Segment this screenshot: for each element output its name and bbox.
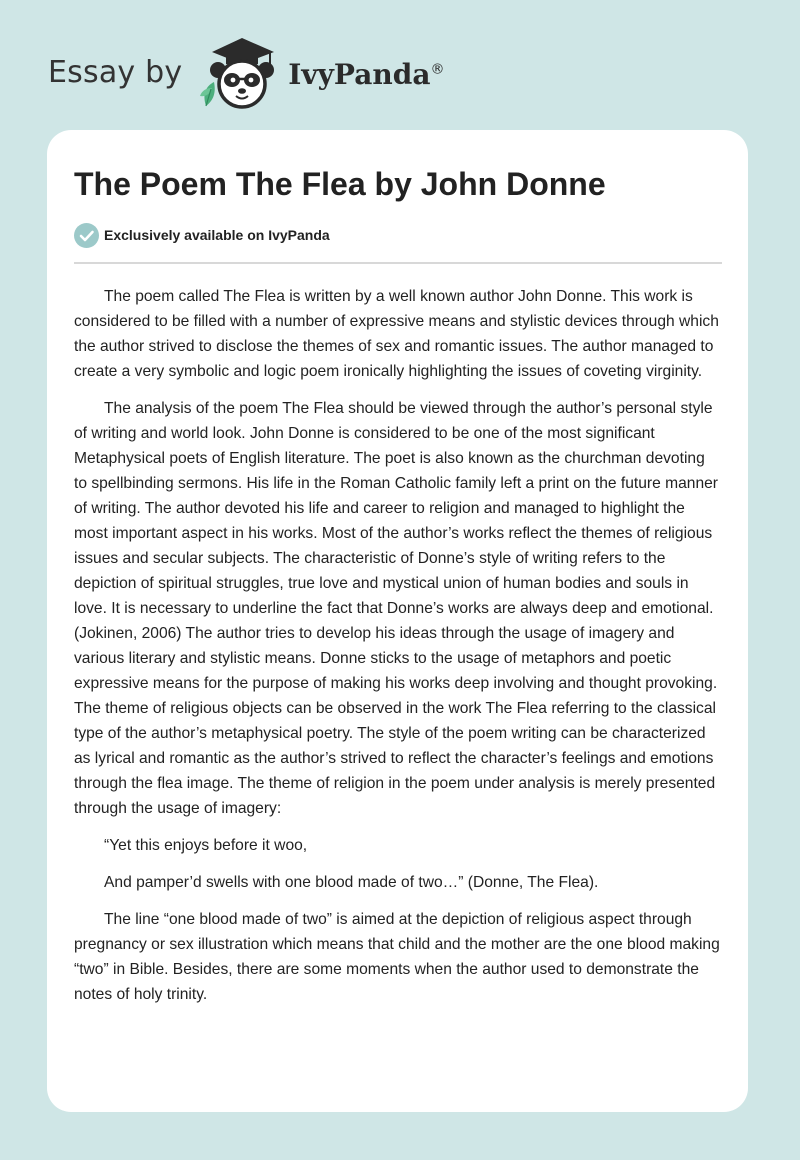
brand-name-text[interactable]: IvyPanda bbox=[288, 57, 431, 91]
essay-card bbox=[47, 130, 748, 1112]
essay-title: The Poem The Flea by John Donne bbox=[74, 166, 606, 202]
paragraph: The line “one blood made of two” is aimed at the depiction of religious aspect through pregnancy or sex illustration which means that child and the mother are the one blood making “two” in Bible. Besides, there are some moments when the author used to demonstrate the notes of holy trinity. bbox=[74, 911, 720, 1003]
essay-body bbox=[74, 284, 722, 1007]
exclusive-badge bbox=[74, 222, 722, 248]
exclusive-badge-text: Exclusively available on IvyPanda bbox=[104, 227, 330, 243]
paragraph: The analysis of the poem The Flea should be viewed through the author’s personal style of writing and world look. John Donne is considered to be one of the most significant Metaphysical poets of English literature. The poet is also known as the churchman devoting to spellbinding sermons. His life in the Roman Catholic family left a print on the future manner of writing. The author devoted his life and career to religion and managed to highlight the most important aspect in his works. Most of the author’s works reflect the themes of religious issues and secular subjects. The characteristic of Donne’s style of writing refers to the depiction of spiritual struggles, true love and mystical union of human bodies and souls in love. It is necessary to underline the fact that Donne’s works are always deep and emotional. (Jokinen, 2006) The author tries to develop his ideas through the usage of imagery and various literary and stylistic means. Donne sticks to the usage of metaphors and poetic expressive means for the purpose of making his works deep involving and thought provoking. The theme of religious objects can be observed in the work The Flea referring to the classical type of the author’s metaphysical poetry. The style of the poem writing can be characterized as lyrical and romantic as the author’s strived to reflect the character’s feelings and emotions through the flea image. The theme of religion in the poem under analysis is merely presented through the usage of imagery: bbox=[74, 400, 718, 817]
quote-line: And pamper’d swells with one blood made of two…” (Donne, The Flea). bbox=[104, 874, 599, 891]
panda-logo-icon[interactable] bbox=[192, 34, 284, 110]
check-circle-icon bbox=[74, 223, 99, 248]
site-header bbox=[48, 34, 444, 110]
brand-name[interactable] bbox=[288, 58, 444, 91]
paragraph: The poem called The Flea is written by a well known author John Donne. This work is considered to be filled with a number of expressive means and stylistic devices through which the author strived to disclose the themes of sex and romantic issues. The author managed to create a very symbolic and logic poem ironically highlighting the issues of coveting virginity. bbox=[74, 288, 719, 380]
quote-line: “Yet this enjoys before it woo, bbox=[104, 837, 308, 854]
brand-prefix: Essay by bbox=[48, 54, 183, 90]
title-divider bbox=[74, 262, 722, 264]
registered-mark: ® bbox=[430, 61, 445, 78]
